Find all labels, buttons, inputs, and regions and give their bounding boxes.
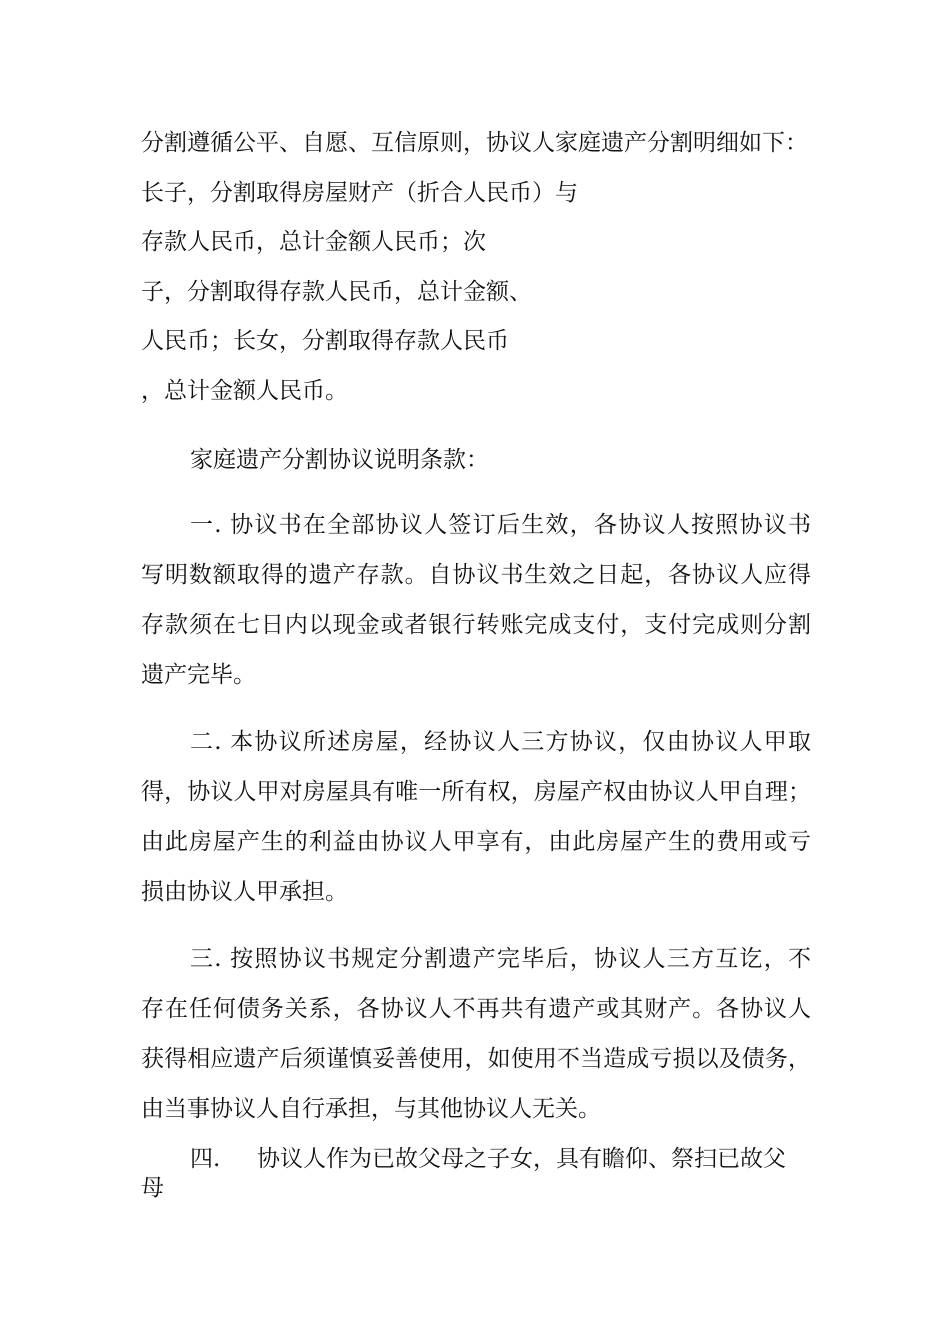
clause-3-line-2: 存在任何债务关系，各协议人不再共有遗产或其财产。各协议人	[141, 996, 811, 1022]
clause-2-line-4: 损由协议人甲承担。	[141, 879, 348, 905]
clause-3-line-3: 获得相应遗产后须谨慎妥善使用，如使用不当造成亏损以及债务，	[141, 1046, 811, 1072]
clause-2-line-2: 得，协议人甲对房屋具有唯一所有权，房屋产权由协议人甲自理；	[141, 779, 811, 805]
intro-line-6: ，总计金额人民币。	[141, 378, 348, 404]
intro-line-3: 存款人民币，总计金额人民币；次	[141, 229, 486, 255]
clause-2-line-1: 二. 本协议所述房屋，经协议人三方协议，仅由协议人甲取	[190, 729, 811, 755]
intro-line-5: 人民币；长女，分割取得存款人民币	[141, 328, 509, 354]
clause-3-line-4: 由当事协议人自行承担，与其他协议人无关。	[141, 1096, 601, 1122]
clause-4-line-1: 协议人作为已故父母之子女，具有瞻仰、祭扫已故父	[257, 1146, 786, 1172]
clause-4-line-2: 母	[141, 1175, 164, 1201]
intro-line-1: 分割遵循公平、自愿、互信原则，协议人家庭遗产分割明细如下：	[141, 130, 808, 156]
clause-1-line-1: 一. 协议书在全部协议人签订后生效，各协议人按照协议书	[190, 512, 811, 538]
intro-line-2: 长子，分割取得房屋财产（折合人民币）与	[141, 180, 578, 206]
clause-1-line-2: 写明数额取得的遗产存款。自协议书生效之日起，各协议人应得	[141, 562, 811, 588]
clause-1-line-4: 遗产完毕。	[141, 662, 256, 688]
clause-3-line-1: 三. 按照协议书规定分割遗产完毕后，协议人三方互讫，不	[190, 946, 811, 972]
clause-4-number: 四.	[190, 1146, 221, 1172]
clause-1-line-3: 存款须在七日内以现金或者银行转账完成支付，支付完成则分割	[141, 612, 811, 638]
section-heading: 家庭遗产分割协议说明条款：	[190, 447, 489, 473]
clause-2-line-3: 由此房屋产生的利益由协议人甲享有，由此房屋产生的费用或亏	[141, 829, 811, 855]
intro-line-4: 子，分割取得存款人民币，总计金额、	[141, 279, 532, 305]
